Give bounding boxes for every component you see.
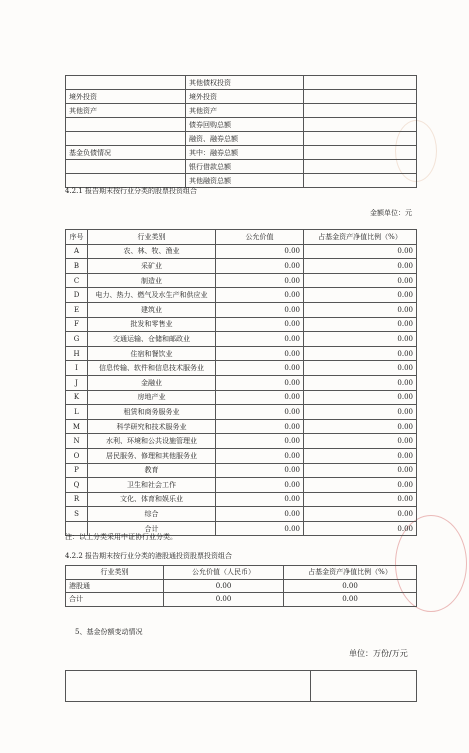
table-cell: G: [66, 332, 88, 347]
table-cell: 0.00: [216, 492, 304, 507]
table-cell: E: [66, 302, 88, 317]
table-cell: 0.00: [216, 317, 304, 332]
table-cell: 基金负债情况: [66, 146, 186, 160]
table-row: [66, 478, 417, 493]
table-cell: S: [66, 507, 88, 522]
table-row: [66, 146, 417, 160]
table-cell: 0.00: [216, 259, 304, 274]
table-cell: D: [66, 288, 88, 303]
table-cell: 0.00: [304, 448, 417, 463]
table-cell: J: [66, 375, 88, 390]
table-cell: 水利、环境和公共设施管理业: [88, 434, 216, 449]
table-cell: 居民服务、修理和其他服务业: [88, 448, 216, 463]
table-cell: 银行借款总额: [186, 160, 304, 174]
table-cell: 0.00: [304, 244, 417, 259]
table-row: [66, 259, 417, 274]
table-cell: 合计: [88, 521, 216, 536]
section-421-unit: 金额单位：元: [370, 209, 412, 217]
table-cell: 债券回购总额: [186, 118, 304, 132]
table-cell: 0.00: [304, 434, 417, 449]
table-row: [66, 273, 417, 288]
table-cell: 0.00: [304, 463, 417, 478]
table-cell: 批发和零售业: [88, 317, 216, 332]
table-cell: 租赁和商务服务业: [88, 405, 216, 420]
table-cell: [66, 160, 186, 174]
table-cell: 农、林、牧、渔业: [88, 244, 216, 259]
table-row: [66, 361, 417, 376]
col-header-ratio: 占基金资产净值比例（%）: [304, 230, 417, 245]
table-cell: 0.00: [304, 375, 417, 390]
table-cell: 0.00: [216, 390, 304, 405]
table-cell: 0.00: [304, 273, 417, 288]
table-cell: [304, 174, 417, 188]
table-cell: M: [66, 419, 88, 434]
table-cell: P: [66, 463, 88, 478]
table-cell: F: [66, 317, 88, 332]
col-header-no: 序号: [66, 230, 88, 245]
table-row: [66, 507, 417, 522]
table-cell: 港股通: [66, 579, 164, 593]
table-cell: 其他资产: [66, 104, 186, 118]
table-cell: 教育: [88, 463, 216, 478]
table-cell: 0.00: [164, 579, 284, 593]
table-cell: 0.00: [216, 375, 304, 390]
table-cell: [66, 118, 186, 132]
table-cell: 0.00: [304, 521, 417, 536]
table-row: [66, 405, 417, 420]
col-header-fair-value-rmb: 公允价值（人民币）: [164, 566, 284, 580]
table-cell: 制造业: [88, 273, 216, 288]
section-422-heading: 4.2.2 报告期末按行业分类的港股通投资股票投资组合: [65, 552, 233, 560]
asset-liability-table: [65, 75, 417, 188]
table-cell: 0.00: [164, 593, 284, 607]
table-cell: 0.00: [304, 259, 417, 274]
table-cell: 0.00: [304, 419, 417, 434]
table-row: [66, 671, 417, 702]
table-row: [66, 375, 417, 390]
table-cell: 0.00: [216, 288, 304, 303]
table-row: [66, 302, 417, 317]
section-421-heading: 4.2.1 报告期末按行业分类的股票投资组合: [65, 187, 198, 195]
table-cell: 0.00: [304, 346, 417, 361]
industry-stock-table: [65, 229, 417, 536]
table-cell: 0.00: [304, 492, 417, 507]
table-cell: 其中：融券总额: [186, 146, 304, 160]
table-cell: [304, 104, 417, 118]
table-cell: H: [66, 346, 88, 361]
table-cell: 0.00: [216, 273, 304, 288]
table-cell: [304, 118, 417, 132]
table-header-row: [66, 566, 417, 580]
table-cell: [304, 146, 417, 160]
table-cell: 0.00: [304, 361, 417, 376]
table-cell: 其他资产: [186, 104, 304, 118]
fund-share-table: [65, 670, 417, 702]
table-row: [66, 160, 417, 174]
table-cell: B: [66, 259, 88, 274]
table-row: [66, 90, 417, 104]
col-header-ratio: 占基金资产净值比例（%）: [284, 566, 417, 580]
table-cell: 科学研究和技术服务业: [88, 419, 216, 434]
table-row: [66, 579, 417, 593]
table-cell: 0.00: [216, 434, 304, 449]
table-cell: Q: [66, 478, 88, 493]
table-cell: R: [66, 492, 88, 507]
section-5-unit: 单位：万份/万元: [349, 649, 408, 658]
table-cell: 0.00: [304, 302, 417, 317]
table-cell: 0.00: [216, 463, 304, 478]
table-row: [66, 244, 417, 259]
table-cell: 0.00: [216, 478, 304, 493]
table-cell: O: [66, 448, 88, 463]
table-cell: 0.00: [216, 405, 304, 420]
table-cell: 0.00: [216, 448, 304, 463]
table-cell: 信息传输、软件和信息技术服务业: [88, 361, 216, 376]
classification-note: 注：以上分类采用中证协行业分类。: [65, 533, 177, 541]
table-row: [66, 104, 417, 118]
table-cell: 采矿业: [88, 259, 216, 274]
table-cell: 融资、融券总额: [186, 132, 304, 146]
table-header-row: [66, 230, 417, 245]
table-cell: K: [66, 390, 88, 405]
table-row: [66, 434, 417, 449]
table-cell: 其他债权投资: [186, 76, 304, 90]
table-cell: 0.00: [304, 288, 417, 303]
table-cell: 住宿和餐饮业: [88, 346, 216, 361]
table-cell: 0.00: [216, 332, 304, 347]
table-cell: 0.00: [216, 302, 304, 317]
table-cell: 0.00: [304, 507, 417, 522]
table-cell: 金融业: [88, 375, 216, 390]
table-cell: [311, 671, 417, 702]
table-cell: 电力、热力、燃气及水生产和供应业: [88, 288, 216, 303]
table-cell: 0.00: [304, 317, 417, 332]
table-row: [66, 76, 417, 90]
col-header-industry: 行业类别: [66, 566, 164, 580]
table-cell: 其他融资总额: [186, 174, 304, 188]
table-cell: 境外投资: [186, 90, 304, 104]
table-cell: 0.00: [304, 478, 417, 493]
table-cell: A: [66, 244, 88, 259]
table-cell: N: [66, 434, 88, 449]
table-cell: [304, 90, 417, 104]
table-cell: 0.00: [304, 405, 417, 420]
table-row: [66, 390, 417, 405]
table-cell: 交通运输、仓储和邮政业: [88, 332, 216, 347]
table-cell: 0.00: [216, 521, 304, 536]
table-cell: [304, 76, 417, 90]
table-cell: 0.00: [216, 244, 304, 259]
table-cell: 文化、体育和娱乐业: [88, 492, 216, 507]
table-cell: 0.00: [304, 390, 417, 405]
table-cell: [304, 160, 417, 174]
table-row: [66, 132, 417, 146]
table-cell: 合计: [66, 593, 164, 607]
table-cell: [66, 132, 186, 146]
table-row: [66, 118, 417, 132]
table-cell: 0.00: [304, 332, 417, 347]
hk-connect-table: [65, 565, 417, 607]
table-cell: 卫生和社会工作: [88, 478, 216, 493]
table-cell: 0.00: [216, 346, 304, 361]
table-row: [66, 448, 417, 463]
table-cell: 综合: [88, 507, 216, 522]
col-header-fair-value: 公允价值: [216, 230, 304, 245]
section-5-heading: 5、基金份额变动情况: [75, 628, 143, 636]
table-cell: C: [66, 273, 88, 288]
table-cell: 0.00: [216, 419, 304, 434]
table-cell: [66, 76, 186, 90]
table-row: [66, 332, 417, 347]
table-cell: 0.00: [216, 507, 304, 522]
table-cell: I: [66, 361, 88, 376]
table-cell: [304, 132, 417, 146]
table-row: [66, 288, 417, 303]
table-cell: 0.00: [216, 361, 304, 376]
table-cell: L: [66, 405, 88, 420]
table-row: [66, 492, 417, 507]
table-cell: [66, 671, 311, 702]
table-cell: 建筑业: [88, 302, 216, 317]
table-cell: 境外投资: [66, 90, 186, 104]
table-row: [66, 317, 417, 332]
table-row: [66, 593, 417, 607]
table-cell: 0.00: [284, 579, 417, 593]
table-cell: 0.00: [284, 593, 417, 607]
table-cell: 房地产业: [88, 390, 216, 405]
table-row: [66, 463, 417, 478]
table-row: [66, 346, 417, 361]
table-row: [66, 419, 417, 434]
col-header-industry: 行业类别: [88, 230, 216, 245]
